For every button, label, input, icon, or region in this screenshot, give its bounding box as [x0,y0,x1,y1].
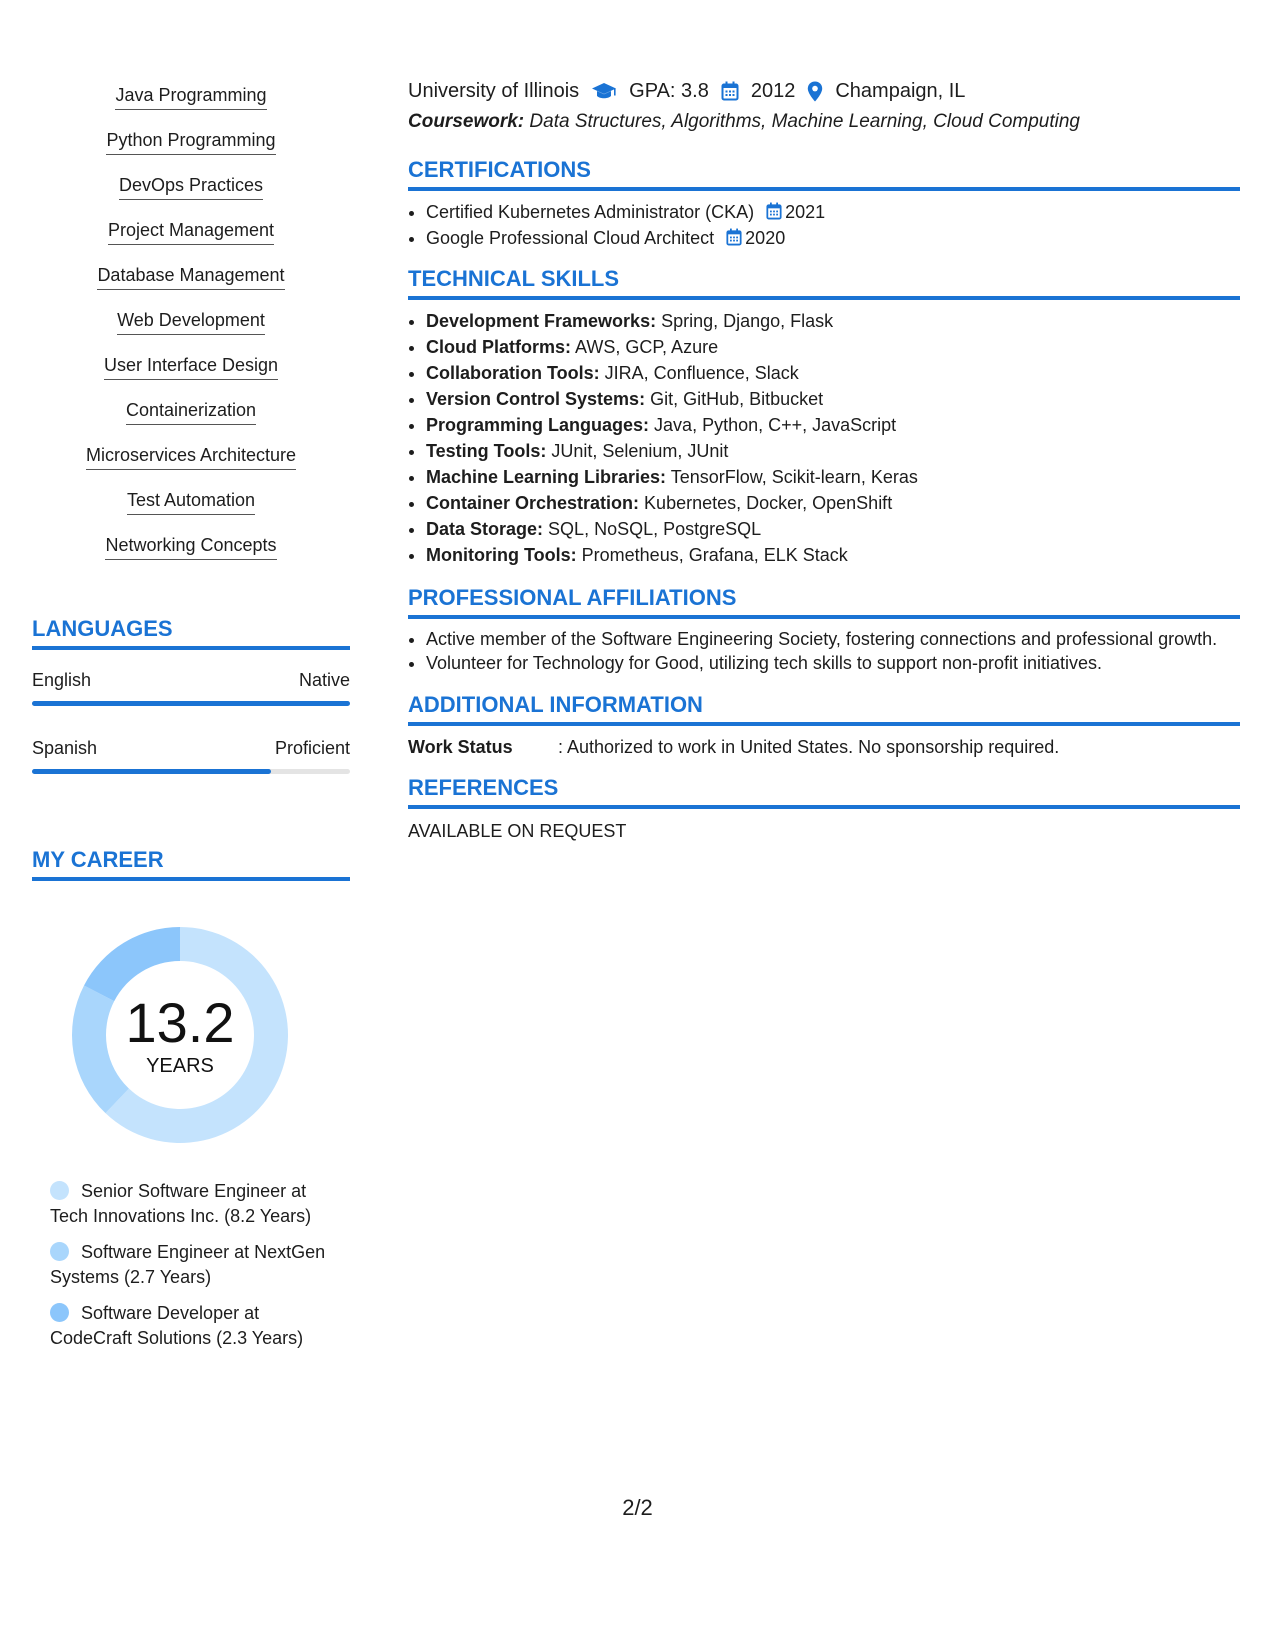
calendar-icon [766,202,782,220]
certifications-heading: CERTIFICATIONS [408,156,1240,191]
list-item: • Volunteer for Technology for Good, utilizing tech skills to support non-profit initiatives. [426,651,1240,675]
page-number: 2/2 [622,1495,653,1520]
languages-heading: LANGUAGES [32,615,350,650]
skill-tag: Networking Concepts [105,528,276,560]
calendar-icon [726,228,742,246]
technical-skills-list [408,308,1240,568]
work-status-row [408,734,1240,760]
proficiency-fill [32,769,271,774]
legend-dot [50,1242,69,1261]
skill-values: Prometheus, Grafana, ELK Stack [581,545,848,565]
legend-dot [50,1181,69,1200]
skill-values: AWS, GCP, Azure [575,337,719,357]
technical-skills-heading: TECHNICAL SKILLS [408,265,1240,300]
affiliations-list [408,627,1240,675]
skill-values: Kubernetes, Docker, OpenShift [644,493,893,513]
list-item [32,123,350,168]
work-status-value: : Authorized to work in United States. No sponsorship required. [558,737,1060,757]
location-pin-icon [807,81,823,102]
skill-tag: DevOps Practices [119,168,263,200]
legend-item [50,1179,340,1229]
certification-name: Certified Kubernetes Administrator (CKA) [426,202,755,222]
work-status-label: Work Status [408,737,513,757]
coursework-label: Coursework: [408,111,525,132]
career-donut-chart [66,921,294,1149]
list-item [32,258,350,303]
skill-category: Monitoring Tools: [426,545,577,565]
proficiency-bar [32,701,350,706]
certifications-section [408,156,1240,251]
list-item [32,393,350,438]
legend-item [50,1240,340,1290]
certification-year: 2020 [745,228,786,248]
affiliations-section [408,584,1240,675]
skill-values: SQL, NoSQL, PostgreSQL [548,519,762,539]
skill-tag: Containerization [126,393,256,425]
list-item [32,438,350,483]
skill-category: Development Frameworks: [426,311,657,331]
graduation-cap-icon [591,81,617,101]
skill-category: Testing Tools: [426,441,547,461]
career-total-years: 13.2 [125,990,235,1054]
certification-year: 2021 [785,202,826,222]
list-item [426,308,1240,334]
skill-tag: Python Programming [106,123,275,155]
skill-tag: Test Automation [127,483,255,515]
skill-values: JUnit, Selenium, JUnit [551,441,729,461]
list-item [426,542,1240,568]
legend-label: Senior Software Engineer at Tech Innovations Inc. (8.2 Years) [50,1181,312,1226]
language-name: English [32,670,92,690]
proficiency-bar [32,769,350,774]
affiliations-heading: PROFESSIONAL AFFILIATIONS [408,584,1240,619]
list-item [426,516,1240,542]
skill-list [32,78,350,573]
skill-category: Container Orchestration: [426,493,640,513]
list-item [426,490,1240,516]
list-item [32,213,350,258]
legend-item [50,1301,340,1351]
certification-name: Google Professional Cloud Architect [426,228,715,248]
skill-values: Git, GitHub, Bitbucket [650,389,824,409]
list-item [32,483,350,528]
coursework-line [408,108,1240,136]
skill-values: JIRA, Confluence, Slack [604,363,799,383]
career-section [32,846,350,1351]
coursework-list: Data Structures, Algorithms, Machine Learning, Cloud Computing [529,111,1080,132]
list-item [32,168,350,213]
language-level: Native [298,670,350,690]
school-name: University of Illinois [408,80,580,102]
list-item [32,303,350,348]
proficiency-fill [32,701,350,706]
legend-dot [50,1303,69,1322]
skill-category: Data Storage: [426,519,544,539]
language-item [32,736,350,774]
education-line [408,78,1240,104]
right-column [408,78,1240,842]
list-item [32,528,350,573]
references-section [408,774,1240,842]
career-unit: YEARS [146,1054,214,1077]
skill-tag: Microservices Architecture [86,438,296,470]
list-item [426,438,1240,464]
references-text: AVAILABLE ON REQUEST [408,821,627,841]
list-item [426,412,1240,438]
list-item [426,334,1240,360]
list-item: • Active member of the Software Engineering Society, fostering connections and professional growth. [426,627,1240,651]
donut-center [66,921,294,1149]
additional-info-section [408,691,1240,760]
school-location: Champaign, IL [835,80,966,102]
references-heading: REFERENCES [408,774,1240,809]
skill-category: Collaboration Tools: [426,363,600,383]
languages-section [32,615,350,774]
calendar-icon [721,81,739,101]
list-item [32,348,350,393]
career-heading: MY CAREER [32,846,350,881]
legend-label: Software Engineer at NextGen Systems (2.7 Years) [50,1242,326,1287]
skill-tag: Database Management [97,258,284,290]
language-name: Spanish [32,738,98,758]
list-item [426,386,1240,412]
certifications-list [408,199,1240,251]
career-legend [50,1179,350,1351]
skill-category: Version Control Systems: [426,389,646,409]
skill-values: Java, Python, C++, JavaScript [654,415,897,435]
skill-values: Spring, Django, Flask [661,311,834,331]
left-column [32,78,350,1362]
list-item [426,199,1240,225]
list-item [426,464,1240,490]
language-level: Proficient [274,738,350,758]
list-item [426,225,1240,251]
skill-tag: Web Development [117,303,265,335]
additional-info-heading: ADDITIONAL INFORMATION [408,691,1240,726]
technical-skills-section [408,265,1240,568]
skill-tag: Java Programming [115,78,266,110]
language-item [32,668,350,706]
graduation-year: 2012 [750,80,796,102]
skill-category: Cloud Platforms: [426,337,572,357]
skill-values: TensorFlow, Scikit-learn, Keras [670,467,918,487]
legend-label: Software Developer at CodeCraft Solutions (2.3 Years) [50,1303,304,1348]
gpa: GPA: 3.8 [629,80,709,102]
skill-category: Programming Languages: [426,415,650,435]
skill-tag: User Interface Design [104,348,278,380]
list-item [32,78,350,123]
skill-category: Machine Learning Libraries: [426,467,667,487]
skill-tag: Project Management [108,213,274,245]
list-item [426,360,1240,386]
